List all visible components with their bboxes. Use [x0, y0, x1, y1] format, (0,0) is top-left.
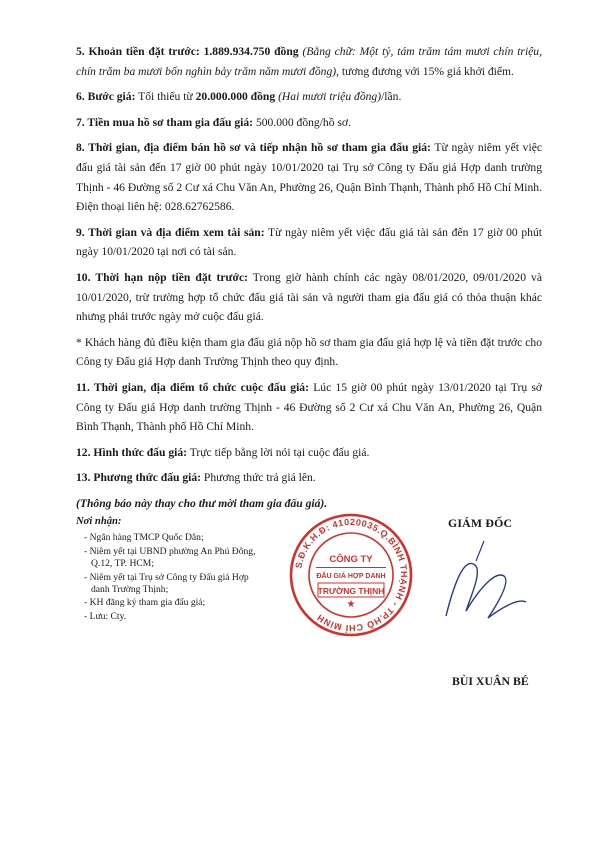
document-footer	[76, 516, 576, 716]
item-7-heading: 7. Tiền mua hồ sơ tham gia đấu giá:	[76, 115, 254, 129]
item-8	[76, 138, 542, 216]
item-6-heading: 6. Bước giá:	[76, 90, 136, 104]
item-9-text: Từ ngày niêm yết việc đấu giá tài sản đến 17 giờ 00 phút ngày 10/01/2020 tại nơi có tài sản.	[76, 225, 543, 259]
closing-note: (Thông báo này thay cho thư mời tham gia đấu giá).	[76, 496, 328, 510]
item-note-star	[76, 333, 542, 372]
recipient-item: - Niêm yết tại UBND phường An Phú Đông, Q.12, TP. HCM;	[84, 545, 256, 570]
item-12-text: Trực tiếp bằng lời nói tại cuộc đấu giá.	[187, 445, 370, 459]
auction-notice-body	[76, 42, 542, 519]
recipients-title: Nơi nhận:	[76, 516, 122, 527]
item-10-text: Trong giờ hành chính các ngày 08/01/2020, 09/01/2020 và 10/01/2020, trừ trường hợp tổ chức đấu giá tài sản và người tham gia đấu giá có thỏa thuận khác nhưng phải trước ngày mở cuộc đấu giá.	[76, 270, 542, 324]
item-6-text: Tối thiểu từ	[135, 90, 196, 104]
item-7	[76, 113, 542, 133]
svg-text:CÔNG TY: CÔNG TY	[329, 554, 373, 565]
item-8-heading: 8. Thời gian, địa điểm bán hồ sơ và tiếp nhận hồ sơ tham gia đấu giá:	[76, 141, 431, 155]
svg-text:S.Đ.K.H.Đ: 41020035.Q.BÌNH THẠ: S.Đ.K.H.Đ: 41020035.Q.BÌNH THẠNH - TP.HỒ CHÍ MINH	[293, 516, 410, 634]
recipient-item: - Niêm yết tại Trụ sở Công ty Đấu giá Hợp danh Trường Thịnh;	[84, 571, 249, 596]
item-6-words: (Hai mươi triệu đồng)	[275, 90, 382, 104]
item-6-tail: /lần.	[381, 90, 402, 104]
item-6-amount: 20.000.000 đồng	[195, 90, 276, 104]
item-5-text: , tương đương với 15% giá khởi điểm.	[336, 64, 514, 78]
item-5	[76, 42, 542, 81]
svg-text:TRƯỜNG THỊNH: TRƯỜNG THỊNH	[317, 586, 385, 596]
item-10-heading: 10. Thời hạn nộp tiền đặt trước:	[76, 270, 248, 284]
recipients-block	[76, 516, 266, 624]
item-7-text: 500.000 đồng/hồ sơ.	[253, 115, 351, 129]
item-5-words: (Bằng chữ: Một tỷ, tám trăm tám mươi chín triệu, chín trăm ba mươi bốn nghìn bảy trăm năm mươi đồng)	[76, 45, 543, 78]
signer-name: BÙI XUÂN BÉ	[452, 674, 529, 688]
item-11	[76, 378, 542, 437]
item-13-text: Phương thức trả giá lên.	[201, 471, 316, 485]
svg-text:ĐẤU GIÁ HỢP DANH: ĐẤU GIÁ HỢP DANH	[316, 573, 386, 580]
recipient-item: - KH đăng ký tham gia đấu giá;	[84, 597, 206, 609]
item-9-heading: 9. Thời gian và địa điểm xem tài sản:	[76, 225, 265, 239]
item-12-heading: 12. Hình thức đấu giá:	[76, 445, 188, 459]
note-star-text: * Khách hàng đủ điều kiện tham gia đấu giá nộp hồ sơ tham gia đấu giá hợp lệ và tiền đặt trước cho Công ty Đấu giá Hợp danh Trường Thịnh theo quy định.	[76, 335, 542, 369]
item-5-heading: 5. Khoản tiền đặt trước: 1.889.934.750 đồng	[76, 45, 299, 58]
item-9	[76, 223, 542, 262]
item-6	[76, 87, 542, 107]
handwritten-signature-icon	[426, 536, 536, 646]
recipient-item: - Ngân hàng TMCP Quốc Dân;	[84, 532, 204, 544]
svg-text:★: ★	[346, 599, 356, 610]
item-8-text: Từ ngày niêm yết việc đấu giá tài sản đến 17 giờ 00 phút ngày 10/01/2020 tại Trụ sở Công ty Đấu giá Hợp danh trường Thịnh - 46 Đường số 2 Cư xá Chu Văn An, Phường 26, Quận Bình Thạnh, Thành phố Hồ Chí Minh. Điện thoại liên hệ: 028.62762586.	[76, 141, 542, 214]
item-11-text: Lúc 15 giờ 00 phút ngày 13/01/2020 tại Trụ sở Công ty Đấu giá Hợp danh trường Thịnh - 46 Đường số 2 Cư xá Chu Văn An, Phường 26, Quận Bình Thạnh, Thành phố Hồ Chí Minh.	[76, 380, 542, 434]
item-10	[76, 268, 542, 327]
item-13-heading: 13. Phương thức đấu giá:	[76, 471, 202, 485]
company-seal-icon	[286, 510, 416, 640]
item-12	[76, 443, 542, 463]
item-13	[76, 468, 542, 488]
item-11-heading: 11. Thời gian, địa điểm tổ chức cuộc đấu giá:	[76, 380, 309, 394]
recipient-item: - Lưu: Cty.	[84, 610, 127, 622]
signer-title: GIÁM ĐỐC	[448, 516, 513, 530]
signature-block	[276, 516, 536, 716]
